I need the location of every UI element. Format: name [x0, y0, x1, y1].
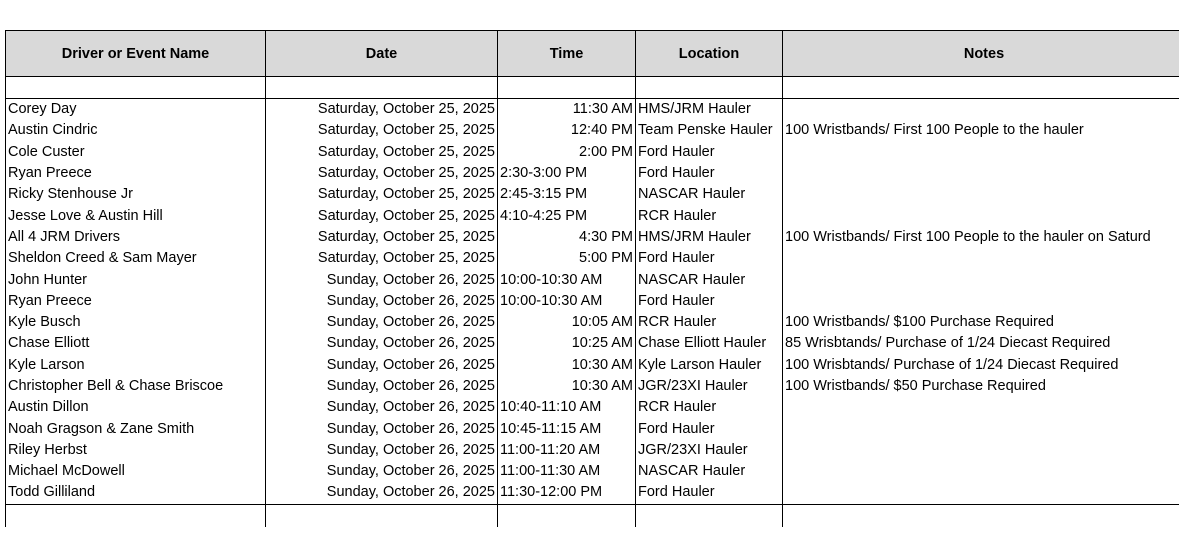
cell-time[interactable]: 2:00 PM — [498, 142, 636, 163]
cell-location[interactable]: Ford Hauler — [636, 142, 783, 163]
schedule-table — [5, 30, 1179, 527]
cell-notes[interactable] — [783, 291, 1179, 312]
cell-location[interactable]: Ford Hauler — [636, 291, 783, 312]
cell-time[interactable]: 10:45-11:15 AM — [498, 418, 636, 439]
cell-date[interactable]: Sunday, October 26, 2025 — [266, 482, 498, 504]
cell-notes[interactable] — [783, 142, 1179, 163]
cell-driver-or-event-name[interactable]: Ryan Preece — [6, 163, 266, 184]
empty-cell[interactable] — [498, 77, 636, 99]
cell-notes[interactable] — [783, 205, 1179, 226]
table-row — [6, 376, 1179, 397]
header-row — [6, 31, 1179, 77]
cell-driver-or-event-name[interactable]: Corey Day — [6, 99, 266, 121]
cell-driver-or-event-name[interactable]: Ricky Stenhouse Jr — [6, 184, 266, 205]
cell-driver-or-event-name[interactable]: Austin Dillon — [6, 397, 266, 418]
cell-time[interactable]: 10:25 AM — [498, 333, 636, 354]
cell-date[interactable]: Saturday, October 25, 2025 — [266, 120, 498, 141]
empty-cell[interactable] — [6, 504, 266, 527]
table-row — [6, 120, 1179, 141]
cell-driver-or-event-name[interactable]: Christopher Bell & Chase Briscoe — [6, 376, 266, 397]
cell-date[interactable]: Sunday, October 26, 2025 — [266, 397, 498, 418]
empty-cell[interactable] — [783, 77, 1179, 99]
table-row — [6, 248, 1179, 269]
cell-location[interactable]: RCR Hauler — [636, 312, 783, 333]
empty-cell[interactable] — [266, 77, 498, 99]
cell-driver-or-event-name[interactable]: Ryan Preece — [6, 291, 266, 312]
cell-location[interactable]: Ford Hauler — [636, 418, 783, 439]
table-row — [6, 184, 1179, 205]
table-row — [6, 440, 1179, 461]
empty-cell[interactable] — [636, 77, 783, 99]
blank-row — [6, 504, 1179, 527]
cell-time[interactable]: 11:30 AM — [498, 99, 636, 121]
cell-location[interactable]: Ford Hauler — [636, 482, 783, 504]
cell-notes[interactable]: 85 Wrisbtands/ Purchase of 1/24 Diecast Required — [783, 333, 1179, 354]
cell-time[interactable]: 10:40-11:10 AM — [498, 397, 636, 418]
cell-date[interactable]: Saturday, October 25, 2025 — [266, 205, 498, 226]
cell-location[interactable]: Ford Hauler — [636, 248, 783, 269]
table-row — [6, 163, 1179, 184]
header-date: Date — [266, 31, 498, 77]
cell-driver-or-event-name[interactable]: Chase Elliott — [6, 333, 266, 354]
cell-driver-or-event-name[interactable]: Noah Gragson & Zane Smith — [6, 418, 266, 439]
cell-location[interactable]: Ford Hauler — [636, 163, 783, 184]
header-time: Time — [498, 31, 636, 77]
table-row — [6, 205, 1179, 226]
cell-location[interactable]: RCR Hauler — [636, 397, 783, 418]
table-row — [6, 333, 1179, 354]
empty-cell[interactable] — [636, 504, 783, 527]
cell-date[interactable]: Saturday, October 25, 2025 — [266, 184, 498, 205]
cell-notes[interactable] — [783, 163, 1179, 184]
cell-time[interactable]: 2:45-3:15 PM — [498, 184, 636, 205]
cell-time[interactable]: 10:00-10:30 AM — [498, 291, 636, 312]
cell-time[interactable]: 11:30-12:00 PM — [498, 482, 636, 504]
table-row — [6, 312, 1179, 333]
cell-location[interactable]: Team Penske Hauler — [636, 120, 783, 141]
cell-location[interactable]: JGR/23XI Hauler — [636, 376, 783, 397]
empty-cell[interactable] — [6, 77, 266, 99]
cell-time[interactable]: 4:30 PM — [498, 227, 636, 248]
cell-driver-or-event-name[interactable]: John Hunter — [6, 269, 266, 290]
table-row — [6, 99, 1179, 121]
cell-driver-or-event-name[interactable]: Sheldon Creed & Sam Mayer — [6, 248, 266, 269]
empty-cell[interactable] — [266, 504, 498, 527]
cell-notes[interactable]: 100 Wristbands/ $50 Purchase Required — [783, 376, 1179, 397]
header-location: Location — [636, 31, 783, 77]
header-notes: Notes — [783, 31, 1179, 77]
cell-date[interactable]: Sunday, October 26, 2025 — [266, 291, 498, 312]
cell-date[interactable]: Sunday, October 26, 2025 — [266, 355, 498, 376]
cell-location[interactable]: NASCAR Hauler — [636, 269, 783, 290]
cell-date[interactable]: Sunday, October 26, 2025 — [266, 333, 498, 354]
table-row — [6, 227, 1179, 248]
cell-notes[interactable] — [783, 461, 1179, 482]
cell-notes[interactable] — [783, 440, 1179, 461]
cell-notes[interactable] — [783, 269, 1179, 290]
cell-location[interactable]: NASCAR Hauler — [636, 461, 783, 482]
cell-time[interactable]: 5:00 PM — [498, 248, 636, 269]
cell-driver-or-event-name[interactable]: Jesse Love & Austin Hill — [6, 205, 266, 226]
cell-driver-or-event-name[interactable]: Todd Gilliland — [6, 482, 266, 504]
cell-driver-or-event-name[interactable]: Austin Cindric — [6, 120, 266, 141]
table-row — [6, 397, 1179, 418]
cell-date[interactable]: Sunday, October 26, 2025 — [266, 461, 498, 482]
cell-time[interactable]: 11:00-11:20 AM — [498, 440, 636, 461]
cell-driver-or-event-name[interactable]: Kyle Larson — [6, 355, 266, 376]
cell-date[interactable]: Sunday, October 26, 2025 — [266, 312, 498, 333]
cell-notes[interactable]: 100 Wristbands/ First 100 People to the hauler — [783, 120, 1179, 141]
cell-date[interactable]: Saturday, October 25, 2025 — [266, 163, 498, 184]
cell-time[interactable]: 2:30-3:00 PM — [498, 163, 636, 184]
cell-notes[interactable]: 100 Wrisbtands/ Purchase of 1/24 Diecast Required — [783, 355, 1179, 376]
cell-notes[interactable] — [783, 184, 1179, 205]
table-row — [6, 269, 1179, 290]
empty-cell[interactable] — [783, 504, 1179, 527]
table-row — [6, 142, 1179, 163]
cell-notes[interactable] — [783, 248, 1179, 269]
table-row — [6, 461, 1179, 482]
cell-time[interactable]: 10:30 AM — [498, 376, 636, 397]
cell-driver-or-event-name[interactable]: Riley Herbst — [6, 440, 266, 461]
cell-time[interactable]: 12:40 PM — [498, 120, 636, 141]
cell-time[interactable]: 10:00-10:30 AM — [498, 269, 636, 290]
header-driver-or-event-name: Driver or Event Name — [6, 31, 266, 77]
cell-location[interactable]: HMS/JRM Hauler — [636, 99, 783, 121]
cell-location[interactable]: NASCAR Hauler — [636, 184, 783, 205]
cell-location[interactable]: JGR/23XI Hauler — [636, 440, 783, 461]
table-row — [6, 291, 1179, 312]
cell-date[interactable]: Sunday, October 26, 2025 — [266, 418, 498, 439]
cell-date[interactable]: Saturday, October 25, 2025 — [266, 248, 498, 269]
cell-time[interactable]: 10:30 AM — [498, 355, 636, 376]
cell-location[interactable]: Chase Elliott Hauler — [636, 333, 783, 354]
cell-notes[interactable] — [783, 397, 1179, 418]
table-row — [6, 482, 1179, 504]
cell-date[interactable]: Saturday, October 25, 2025 — [266, 227, 498, 248]
empty-cell[interactable] — [498, 504, 636, 527]
cell-driver-or-event-name[interactable]: Michael McDowell — [6, 461, 266, 482]
cell-notes[interactable]: 100 Wristbands/ $100 Purchase Required — [783, 312, 1179, 333]
cell-date[interactable]: Sunday, October 26, 2025 — [266, 440, 498, 461]
cell-time[interactable]: 4:10-4:25 PM — [498, 205, 636, 226]
cell-date[interactable]: Saturday, October 25, 2025 — [266, 99, 498, 121]
cell-notes[interactable]: 100 Wristbands/ First 100 People to the hauler on Saturd — [783, 227, 1179, 248]
cell-time[interactable]: 11:00-11:30 AM — [498, 461, 636, 482]
cell-notes[interactable] — [783, 99, 1179, 121]
cell-driver-or-event-name[interactable]: All 4 JRM Drivers — [6, 227, 266, 248]
table-row — [6, 418, 1179, 439]
cell-driver-or-event-name[interactable]: Kyle Busch — [6, 312, 266, 333]
cell-location[interactable]: HMS/JRM Hauler — [636, 227, 783, 248]
cell-driver-or-event-name[interactable]: Cole Custer — [6, 142, 266, 163]
cell-location[interactable]: RCR Hauler — [636, 205, 783, 226]
cell-date[interactable]: Saturday, October 25, 2025 — [266, 142, 498, 163]
cell-notes[interactable] — [783, 418, 1179, 439]
cell-date[interactable]: Sunday, October 26, 2025 — [266, 269, 498, 290]
cell-date[interactable]: Sunday, October 26, 2025 — [266, 376, 498, 397]
cell-notes[interactable] — [783, 482, 1179, 504]
cell-time[interactable]: 10:05 AM — [498, 312, 636, 333]
blank-row — [6, 77, 1179, 99]
table-row — [6, 355, 1179, 376]
cell-location[interactable]: Kyle Larson Hauler — [636, 355, 783, 376]
